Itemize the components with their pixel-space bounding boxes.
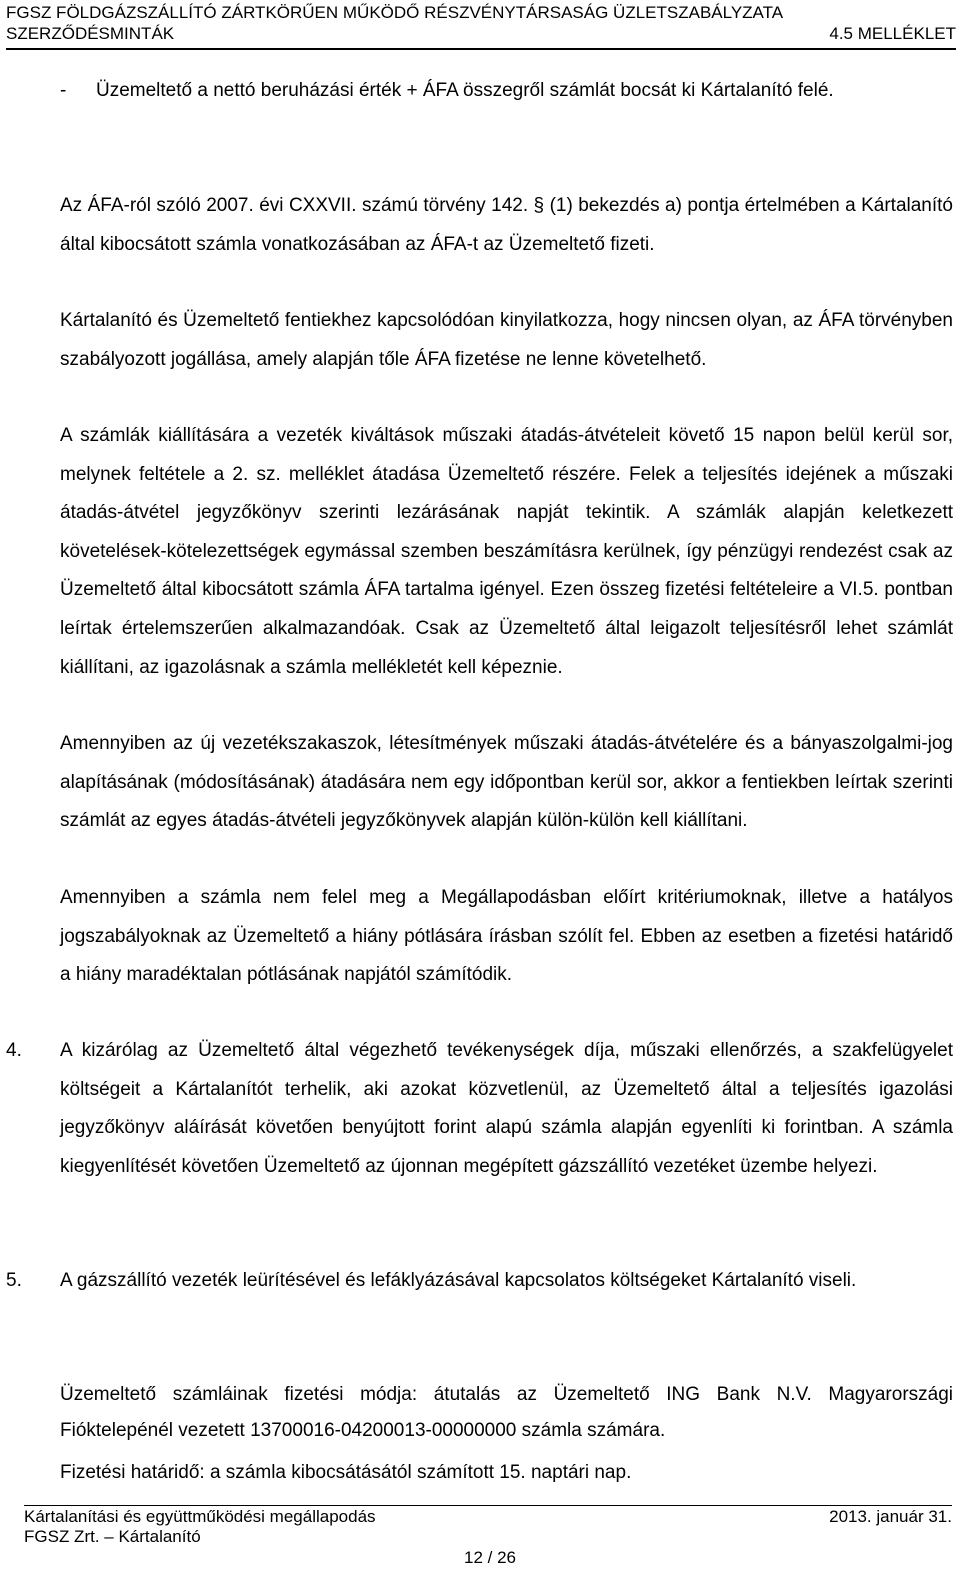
footer-document-title: Kártalanítási és együttműködési megállapodás bbox=[24, 1507, 376, 1526]
paragraph-separate-invoices: Amennyiben az új vezetékszakaszok, létesítmények műszaki átadás-átvételére és a bányaszolgalmi-jog alapításának (módosításának) átadására nem egy időpontban kerül sor, akkor a fentiekben leírtak szerinti számlát az egyes átadás-átvételi jegyzőkönyvek alapján külön-külön kell kiállítani. bbox=[60, 733, 953, 832]
paragraph-invoicing: A számlák kiállítására a vezeték kiváltások műszaki átadás-átvételeit követő 15 napon belül kerül sor, melynek feltétele a 2. sz. melléklet átadása Üzemeltető részére. Felek a teljesítés idejének a műszaki átadás-átvétel jegyzőkönyv szerinti lezárásának napját tekintik. A számlák alapján keletkezett követelések-kötelezettségek egymással szemben beszámításra kerülnek, így pénzügyi rendezést csak az Üzemeltető által kibocsátott számla ÁFA tartalma igényel. Ezen összeg fizetési feltételeire a VI.5. pontban leírtak értelemszerűen alkalmazandóak. Csak az Üzemeltető által leigazolt teljesítésről lehet számlát kiállítani, az igazolásnak a számla mellékletét kell képeznie. bbox=[60, 425, 953, 678]
paragraph-afa-law: Az ÁFA-ról szóló 2007. évi CXXVII. számú törvény 142. § (1) bekezdés a) pontja értelmében a Kártalanító által kibocsátott számla vonatkozásában az ÁFA-t az Üzemeltető fizeti. bbox=[60, 195, 953, 255]
paragraph-payment-method: Üzemeltető számláinak fizetési módja: átutalás az Üzemeltető ING Bank N.V. Magyarországi Fióktelepénél vezetett 13700016-04200013-00000000 számla számára. bbox=[60, 1384, 953, 1441]
page-header bbox=[6, 2, 956, 44]
page-number: 12 / 26 bbox=[464, 1548, 516, 1567]
list-dash: - bbox=[60, 80, 67, 101]
list-number-4: 4. bbox=[6, 1040, 22, 1061]
paragraph-declaration: Kártalanító és Üzemeltető fentiekhez kapcsolódóan kinyilatkozza, hogy nincsen olyan, az ÁFA törvényben szabályozott jogállása, amely alapján tőle ÁFA fizetése ne lenne követelhető. bbox=[60, 310, 953, 370]
list-number-5: 5. bbox=[6, 1270, 22, 1291]
footer-divider bbox=[24, 1505, 952, 1506]
dash-item-paragraph: Üzemeltető a nettó beruházási érték + ÁFA összegről számlát bocsát ki Kártalanító felé. bbox=[96, 80, 834, 101]
page-footer bbox=[24, 1507, 952, 1547]
footer-date: 2013. január 31. bbox=[829, 1507, 952, 1526]
header-section-right: 4.5 MELLÉKLET bbox=[829, 24, 956, 43]
header-title: FGSZ FÖLDGÁZSZÁLLÍTÓ ZÁRTKÖRŰEN MŰKÖDŐ RÉSZVÉNYTÁRSASÁG ÜZLETSZABÁLYZATA bbox=[6, 3, 784, 22]
list-item-4: A kizárólag az Üzemeltető által végezhető tevékenységek díja, műszaki ellenőrzés, a szakfelügyelet költségeit a Kártalanítót terhelik, aki azokat közvetlenül, az Üzemeltető által a teljesítés igazolási jegyzőkönyv aláírását követően benyújtott forint alapú számla alapján egyenlíti ki forintban. A számla kiegyenlítését követően Üzemeltető az újonnan megépített gázszállító vezetéket üzembe helyezi. bbox=[60, 1040, 953, 1177]
header-section-left: SZERZŐDÉSMINTÁK bbox=[6, 24, 175, 43]
header-divider bbox=[6, 48, 956, 50]
paragraph-payment-deadline: Fizetési határidő: a számla kibocsátásától számított 15. naptári nap. bbox=[60, 1462, 632, 1483]
paragraph-invoice-defects: Amennyiben a számla nem felel meg a Megállapodásban előírt kritériumoknak, illetve a hatályos jogszabályoknak az Üzemeltető a hiány pótlására írásban szólít fel. Ebben az esetben a fizetési határidő a hiány maradéktalan pótlásának napjától számítódik. bbox=[60, 887, 953, 986]
footer-party: FGSZ Zrt. – Kártalanító bbox=[24, 1527, 201, 1546]
list-item-5: A gázszállító vezeték leürítésével és lefáklyázásával kapcsolatos költségeket Kártalanító viseli. bbox=[60, 1270, 857, 1291]
